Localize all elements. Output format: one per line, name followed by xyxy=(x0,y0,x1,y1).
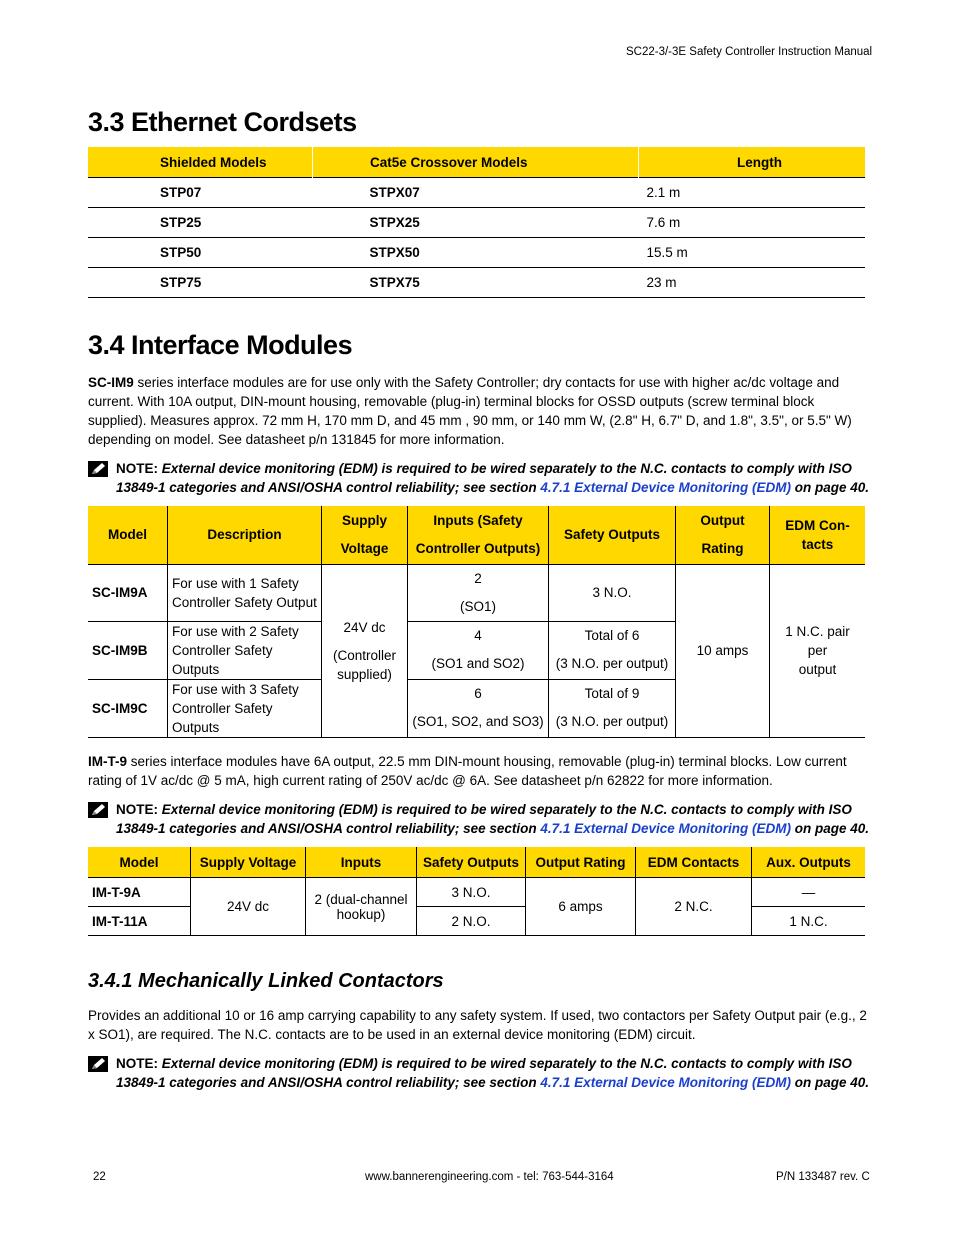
outputs-line: (3 N.O. per output) xyxy=(555,714,669,729)
note-block xyxy=(88,1054,873,1092)
col-header-output-rating xyxy=(676,506,770,564)
cell-length: 23 m xyxy=(639,268,866,298)
sc-im9-table xyxy=(88,506,865,738)
cell-aux-outputs: 1 N.C. xyxy=(752,907,866,936)
cell-model: SC-IM9C xyxy=(88,679,168,737)
cell-safety-outputs: 2 N.O. xyxy=(417,907,526,936)
cell-aux-outputs: — xyxy=(752,878,866,907)
cell-length: 7.6 m xyxy=(639,208,866,238)
header-line: Voltage xyxy=(340,540,389,556)
note-text: External device monitoring (EDM) is required to be wired separately to the N.C. contacts to comply with ISO 13849-1 categories and ANSI/OSHA control reliability; see section xyxy=(116,461,852,495)
cell-description xyxy=(168,621,322,679)
table-row xyxy=(88,238,865,268)
edm-section-link[interactable]: 4.7.1 External Device Monitoring (EDM) xyxy=(540,821,791,836)
supply-line: supplied) xyxy=(337,666,392,682)
cell-length: 15.5 m xyxy=(639,238,866,268)
inputs-line: (SO1 and SO2) xyxy=(431,656,525,671)
header-line: Inputs (Safety xyxy=(433,512,523,528)
cell-supply-voltage: 24V dc xyxy=(191,878,306,936)
note-text-after: on page 40. xyxy=(790,821,869,836)
cell-model: IM-T-9A xyxy=(88,878,191,907)
cell-description xyxy=(168,679,322,737)
header-line: Supply xyxy=(341,512,387,528)
col-header-inputs: Inputs xyxy=(306,847,417,878)
note-block xyxy=(88,459,873,497)
edm-section-link[interactable]: 4.7.1 External Device Monitoring (EDM) xyxy=(540,1075,791,1090)
inputs-line: 2 (dual-channel xyxy=(314,891,408,907)
section-3-4-heading: 3.4 Interface Modules xyxy=(88,330,353,360)
col-header-safety-outputs: Safety Outputs xyxy=(417,847,526,878)
col-header-inputs xyxy=(408,506,549,564)
supply-line: 24V dc xyxy=(343,619,386,635)
cell-inputs xyxy=(408,679,549,737)
section-3-3-heading: 3.3 Ethernet Cordsets xyxy=(88,107,357,137)
header-line: EDM Con- xyxy=(785,517,850,533)
inputs-line: 2 xyxy=(474,570,482,586)
col-header-edm-contacts: EDM Contacts xyxy=(636,847,752,878)
cell-shielded: STP25 xyxy=(88,208,313,238)
desc-line: Controller Safety Output xyxy=(172,594,317,610)
inputs-line: 6 xyxy=(474,686,482,701)
table-row xyxy=(88,564,865,621)
cell-shielded: STP50 xyxy=(88,238,313,268)
section-3-4-1-heading: 3.4.1 Mechanically Linked Contactors xyxy=(88,970,444,992)
col-header-output-rating: Output Rating xyxy=(526,847,636,878)
cell-edm-contacts: 2 N.C. xyxy=(636,878,752,936)
cell-safety-outputs: 3 N.O. xyxy=(417,878,526,907)
inputs-line: hookup) xyxy=(336,906,386,922)
note-label: NOTE: xyxy=(116,802,158,817)
outputs-line: (3 N.O. per output) xyxy=(555,656,669,671)
note-text: External device monitoring (EDM) is required to be wired separately to the N.C. contacts to comply with ISO 13849-1 categories and ANSI/OSHA control reliability; see section xyxy=(116,802,852,836)
intro-text: series interface modules have 6A output, 22.5 mm DIN-mount housing, removable (plug-in) terminal blocks. Low current rating of 1V ac/dc @ 5 mA, high current rating of 250V ac/dc @ 6A. See datasheet p/n 62822 for more information. xyxy=(88,754,847,788)
ethernet-cordsets-table xyxy=(88,147,865,298)
col-header-length: Length xyxy=(639,147,866,178)
footer-contact: www.bannerengineering.com - tel: 763-544-3164 xyxy=(365,1171,614,1183)
note-text-after: on page 40. xyxy=(790,1075,869,1090)
col-header-crossover: Cat5e Crossover Models xyxy=(313,147,639,178)
cell-supply-voltage xyxy=(322,564,408,737)
col-header-supply-voltage: Supply Voltage xyxy=(191,847,306,878)
header-line: Output xyxy=(700,512,745,528)
cell-length: 2.1 m xyxy=(639,178,866,208)
spacer xyxy=(326,637,403,646)
header-line: tacts xyxy=(801,536,834,552)
header-line: Rating xyxy=(701,540,744,556)
table-row xyxy=(88,878,865,907)
pencil-note-icon xyxy=(88,802,108,818)
col-header-safety-outputs: Safety Outputs xyxy=(549,506,676,564)
desc-line: Controller Safety Outputs xyxy=(172,642,273,677)
col-header-aux-outputs: Aux. Outputs xyxy=(752,847,866,878)
table-row xyxy=(88,268,865,298)
cell-description xyxy=(168,564,322,621)
note-label: NOTE: xyxy=(116,1056,158,1071)
cell-inputs xyxy=(408,564,549,621)
note-block xyxy=(88,800,873,838)
col-header-model: Model xyxy=(88,847,191,878)
pencil-note-icon xyxy=(88,461,108,477)
page-number: 22 xyxy=(93,1171,106,1183)
cell-crossover: STPX50 xyxy=(313,238,639,268)
outputs-line: Total of 9 xyxy=(584,686,640,701)
note-label: NOTE: xyxy=(116,461,158,476)
cell-shielded: STP75 xyxy=(88,268,313,298)
cell-crossover: STPX07 xyxy=(313,178,639,208)
desc-line: For use with 1 Safety xyxy=(172,575,299,591)
cell-safety-outputs xyxy=(549,679,676,737)
cell-inputs xyxy=(408,621,549,679)
manual-title: SC22-3/-3E Safety Controller Instruction Manual xyxy=(626,46,873,58)
cell-model: SC-IM9B xyxy=(88,621,168,679)
pencil-note-icon xyxy=(88,1056,108,1072)
cell-inputs xyxy=(306,878,417,936)
im-t-table xyxy=(88,847,865,936)
inputs-line: 4 xyxy=(474,628,482,643)
table-row xyxy=(88,208,865,238)
cell-safety-outputs xyxy=(549,621,676,679)
supply-line: (Controller xyxy=(332,647,397,663)
desc-line: For use with 3 Safety xyxy=(172,681,299,697)
cell-crossover: STPX75 xyxy=(313,268,639,298)
col-header-model: Model xyxy=(88,506,168,564)
cell-model: SC-IM9A xyxy=(88,564,168,621)
header-line: Controller Outputs) xyxy=(415,540,541,556)
cell-model: IM-T-11A xyxy=(88,907,191,936)
im-t-intro xyxy=(88,752,868,790)
edm-line: 1 N.C. pair per xyxy=(785,624,850,658)
cell-safety-outputs: 3 N.O. xyxy=(549,564,676,621)
sc-im9-intro xyxy=(88,373,868,449)
cell-crossover: STPX25 xyxy=(313,208,639,238)
edm-line: output xyxy=(798,662,837,677)
contactors-paragraph: Provides an additional 10 or 16 amp carrying capability to any safety system. If used, two contactors per Safety Output pair (e.g., 2 x SO1), are required. The N.C. contacts are to be used in an external device monitoring (EDM) circuit. xyxy=(88,1008,867,1042)
cell-edm-contacts xyxy=(770,564,866,737)
cell-output-rating: 6 amps xyxy=(526,878,636,936)
intro-model-name: SC-IM9 xyxy=(88,375,134,390)
edm-section-link[interactable]: 4.7.1 External Device Monitoring (EDM) xyxy=(540,480,791,495)
inputs-line: (SO1) xyxy=(459,598,496,614)
cell-shielded: STP07 xyxy=(88,178,313,208)
desc-line: Controller Safety Outputs xyxy=(172,700,273,735)
note-text: External device monitoring (EDM) is required to be wired separately to the N.C. contacts to comply with ISO 13849-1 categories and ANSI/OSHA control reliability; see section xyxy=(116,1056,852,1090)
col-header-description: Description xyxy=(168,506,322,564)
desc-line: For use with 2 Safety xyxy=(172,623,299,639)
intro-model-name: IM-T-9 xyxy=(88,754,127,769)
inputs-line: (SO1, SO2, and SO3) xyxy=(412,714,544,729)
note-text-after: on page 40. xyxy=(790,480,869,495)
footer-part-number: P/N 133487 rev. C xyxy=(776,1171,870,1183)
outputs-line: Total of 6 xyxy=(584,628,640,643)
col-header-shielded: Shielded Models xyxy=(88,147,313,178)
table-row xyxy=(88,178,865,208)
col-header-edm-contacts xyxy=(770,506,866,564)
intro-text: series interface modules are for use only with the Safety Controller; dry contacts for use with higher ac/dc voltage and current. With 10A output, DIN-mount housing, removable (plug-in) terminal blocks for OSSD outputs (screw terminal block supplied). Measures approx. 72 mm H, 170 mm D, and 45 mm , 90 mm, or 140 mm W, (2.8" H, 6.7" D, and 1.8", 3.5", or 5.5" W) depending on model. See datasheet p/n 131845 for more information. xyxy=(88,375,852,447)
col-header-supply-voltage xyxy=(322,506,408,564)
cell-output-rating: 10 amps xyxy=(676,564,770,737)
